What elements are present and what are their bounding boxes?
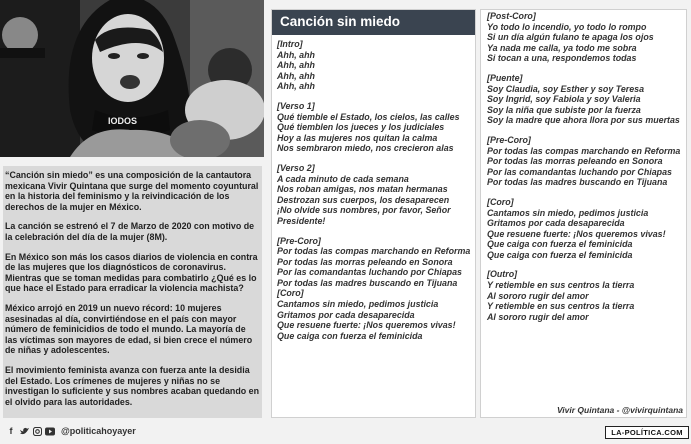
lyric-line: Que caiga con fuerza el feminicida [277, 330, 423, 341]
song-title: Canción sin miedo [272, 10, 475, 35]
instagram-icon[interactable] [32, 426, 42, 436]
lyric-line: Y retiemble en sus centros la tierra [487, 301, 635, 312]
lyric-line: Ahh, ahh [277, 60, 315, 71]
lyric-line: Soy Ingrid, soy Fabiola y soy Valeria [487, 94, 641, 105]
lyric-line: Ahh, ahh [277, 81, 315, 92]
lyric-line: Qué tiemble el Estado, los cielos, las calles [277, 111, 460, 122]
brand-logo[interactable]: LA-POLÍTICA.COM [605, 426, 689, 439]
lyric-line: Y retiemble en sus centros la tierra [487, 280, 635, 291]
lyrics-stanza [487, 73, 684, 126]
intro-paragraph: “Canción sin miedo” es una composición de la cantautora mexicana Vivir Quintana que surge del momento coyuntural en la historia del feminismo y la reivindicación de los derechos de la mujer en México. [5, 170, 259, 212]
lyric-line: Por todas las compas marchando en Reforma [487, 145, 681, 156]
lyric-line: Que resuene fuerte: ¡Nos queremos vivas! [487, 228, 666, 239]
lyric-line: Destrozan sus cuerpos, los desaparecen [277, 194, 450, 205]
section-label: [Pre-Coro] [277, 235, 321, 246]
lyric-line: Por todas las morras peleando en Sonora [277, 256, 453, 267]
lyric-line: Al sororo rugir del amor [487, 290, 589, 301]
lyric-line: Por todas las madres buscando en Tijuana [487, 177, 668, 188]
lyrics-stanza [277, 236, 472, 342]
section-label: [Puente] [487, 72, 523, 83]
lyric-line: Cantamos sin miedo, pedimos justicia [277, 299, 439, 310]
lyric-line: Al sororo rugir del amor [487, 311, 589, 322]
intro-paragraph: El movimiento feminista avanza con fuerza ante la desidia del Estado. Los crímenes de mujeres y niñas no se investigan lo suficiente y sus nombres acaban quedando en el olvido para las autoridades. [5, 364, 259, 407]
lyric-line: Por las comandantas luchando por Chiapas [277, 267, 462, 278]
lyric-line: Cantamos sin miedo, pedimos justicia [487, 207, 649, 218]
singer-illustration [0, 0, 264, 157]
section-label: [Post-Coro] [487, 11, 536, 21]
lyrics-stanza [277, 101, 472, 154]
section-label: [Coro] [277, 288, 304, 299]
intro-paragraph: En México son más los casos diarios de violencia en contra de las mujeres que los diagnósticos de coronavirus. Mientras que se toman medidas para combatirlo ¿Qué es lo que hace el Estado para erradicar la violencia machista? [5, 251, 258, 294]
lyric-line: Nos roban amigas, nos matan hermanas [277, 184, 448, 195]
lyric-line: Gritamos por cada desaparecida [487, 218, 625, 229]
lyrics-column-2 [487, 11, 684, 322]
lyric-line: Hoy a las mujeres nos quitan la calma [277, 132, 438, 143]
lyrics-stanza [277, 163, 472, 227]
twitter-icon[interactable] [19, 426, 29, 436]
section-label: [Outro] [487, 269, 518, 280]
lyrics-stanza [487, 197, 684, 261]
intro-text-panel [3, 166, 262, 418]
author-signature: Vivir Quintana - @vivirquintana [556, 405, 683, 415]
lyric-line: Qué tiemblen los jueces y los judiciales [277, 122, 445, 133]
lyrics-panel-left [271, 9, 476, 418]
section-label: [Verso 2] [277, 162, 315, 173]
protest-photo [0, 0, 264, 157]
lyrics-panel-right [480, 9, 687, 418]
lyric-line: Si un día algún fulano te apaga los ojos [487, 32, 654, 43]
intro-paragraph: La canción se estrenó el 7 de Marzo de 2020 con motivo de la celebración del día de la mujer (8M). [5, 221, 255, 242]
lyric-line: Ahh, ahh [277, 49, 315, 60]
section-label: [Intro] [277, 39, 303, 49]
lyrics-stanza [487, 135, 684, 188]
lyric-line: Nos sembraron miedo, nos crecieron alas [277, 143, 454, 154]
lyric-line: Yo todo lo incendio, yo todo lo rompo [487, 21, 647, 32]
lyric-line: Soy Claudia, soy Esther y soy Teresa [487, 83, 645, 94]
intro-paragraph: México arrojó en 2019 un nuevo récord: 10 mujeres asesinadas al día, convirtiéndose en el país con mayor número de feminicidios de todo el mundo. La mayoría de las víctimas son mayores de edad, si bien crece el número de niñas y adolescentes. [5, 302, 253, 356]
section-label: [Verso 1] [277, 100, 315, 111]
shirt-text: IODOS [108, 116, 138, 126]
lyric-line: Por todas las morras peleando en Sonora [487, 156, 663, 167]
lyric-line: Si tocan a una, respondemos todas [487, 53, 637, 64]
lyric-line: Que resuene fuerte: ¡Nos queremos vivas! [277, 320, 456, 331]
social-footer [6, 426, 136, 436]
lyric-line: Por todas las madres buscando en Tijuana [277, 277, 458, 288]
lyric-line: Por las comandantas luchando por Chiapas [487, 166, 672, 177]
section-label: [Coro] [487, 196, 514, 207]
youtube-icon[interactable] [45, 426, 55, 436]
lyric-line: ¡No olvide sus nombres, por favor, Señor Presidente! [277, 205, 454, 226]
lyric-line: Soy la niña que subiste por la fuerza [487, 104, 641, 115]
lyric-line: Gritamos por cada desaparecida [277, 309, 415, 320]
lyric-line: Que caiga con fuerza el feminicida [487, 239, 633, 250]
lyric-line: Ya nada me calla, ya todo me sobra [487, 42, 637, 53]
lyric-line: A cada minuto de cada semana [277, 173, 409, 184]
social-handle[interactable]: @politicahoyayer [61, 426, 136, 436]
lyrics-stanza [487, 269, 684, 322]
lyric-line: Ahh, ahh [277, 70, 315, 81]
facebook-icon[interactable]: f [9, 426, 13, 436]
section-label: [Pre-Coro] [487, 134, 531, 145]
lyrics-stanza [277, 39, 472, 92]
lyrics-stanza [487, 11, 684, 64]
lyric-line: Por todas las compas marchando en Reforma [277, 246, 471, 257]
lyrics-column-1 [272, 35, 475, 341]
lyric-line: Que caiga con fuerza el feminicida [487, 249, 633, 260]
lyric-line: Soy la madre que ahora llora por sus muertas [487, 115, 680, 126]
